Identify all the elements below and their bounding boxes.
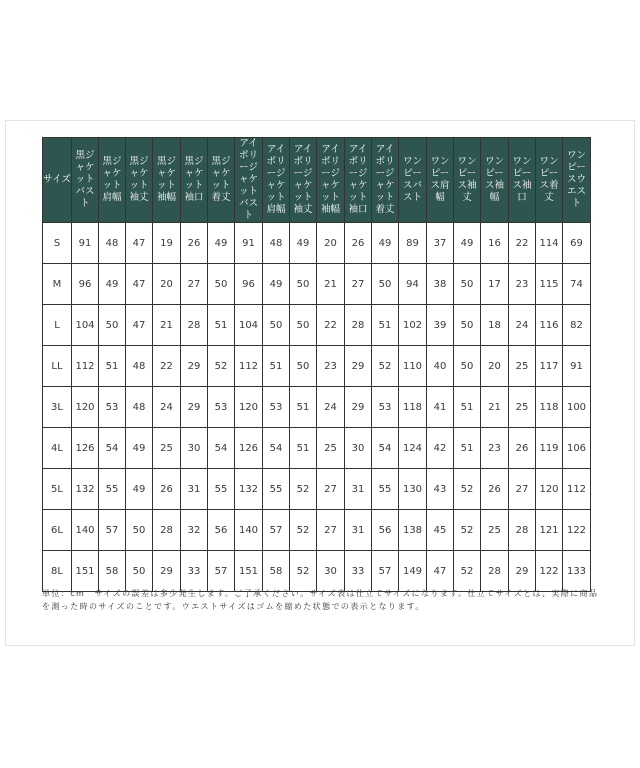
measurement-cell: 31 xyxy=(345,510,372,551)
size-label-cell: 3L xyxy=(43,387,72,428)
measurement-cell: 117 xyxy=(536,346,563,387)
table-header-row xyxy=(43,138,591,223)
measurement-cell: 28 xyxy=(153,510,181,551)
measurement-cell: 49 xyxy=(263,264,290,305)
measurement-cell: 119 xyxy=(536,428,563,469)
measurement-cell: 23 xyxy=(509,264,536,305)
measurement-cell: 53 xyxy=(99,387,126,428)
measurement-cell: 22 xyxy=(317,305,345,346)
measurement-cell: 96 xyxy=(235,264,263,305)
measurement-cell: 50 xyxy=(126,510,153,551)
measurement-cell: 49 xyxy=(126,469,153,510)
column-header: ワンピースバスト xyxy=(399,138,427,223)
measurement-cell: 26 xyxy=(481,469,509,510)
measurement-cell: 30 xyxy=(317,551,345,592)
measurement-cell: 26 xyxy=(509,428,536,469)
measurement-cell: 29 xyxy=(345,346,372,387)
measurement-cell: 55 xyxy=(263,469,290,510)
measurement-cell: 30 xyxy=(345,428,372,469)
measurement-cell: 48 xyxy=(263,223,290,264)
measurement-cell: 54 xyxy=(99,428,126,469)
measurement-cell: 30 xyxy=(181,428,208,469)
measurement-cell: 21 xyxy=(481,387,509,428)
measurement-cell: 32 xyxy=(181,510,208,551)
table-row xyxy=(43,510,591,551)
measurement-cell: 19 xyxy=(153,223,181,264)
measurement-cell: 50 xyxy=(454,264,481,305)
measurement-cell: 27 xyxy=(509,469,536,510)
table-row xyxy=(43,469,591,510)
table-row xyxy=(43,551,591,592)
measurement-cell: 28 xyxy=(509,510,536,551)
table-row xyxy=(43,264,591,305)
measurement-cell: 140 xyxy=(72,510,99,551)
measurement-cell: 28 xyxy=(481,551,509,592)
measurement-cell: 25 xyxy=(509,346,536,387)
measurement-cell: 91 xyxy=(72,223,99,264)
measurement-cell: 57 xyxy=(99,510,126,551)
measurement-cell: 47 xyxy=(427,551,454,592)
measurement-cell: 104 xyxy=(235,305,263,346)
measurement-cell: 47 xyxy=(126,223,153,264)
measurement-cell: 94 xyxy=(399,264,427,305)
column-header: 黒ジャケットバスト xyxy=(72,138,99,223)
measurement-cell: 115 xyxy=(536,264,563,305)
measurement-cell: 82 xyxy=(563,305,591,346)
column-header: ワンピース着丈 xyxy=(536,138,563,223)
measurement-cell: 130 xyxy=(399,469,427,510)
measurement-cell: 49 xyxy=(454,223,481,264)
column-header: 黒ジャケット袖幅 xyxy=(153,138,181,223)
table-row xyxy=(43,428,591,469)
measurement-cell: 120 xyxy=(536,469,563,510)
table-row xyxy=(43,387,591,428)
measurement-cell: 118 xyxy=(399,387,427,428)
measurement-cell: 33 xyxy=(345,551,372,592)
measurement-cell: 51 xyxy=(372,305,399,346)
measurement-cell: 51 xyxy=(290,387,317,428)
measurement-cell: 110 xyxy=(399,346,427,387)
column-header: ワンピースウエスト xyxy=(563,138,591,223)
measurement-cell: 25 xyxy=(153,428,181,469)
measurement-cell: 55 xyxy=(99,469,126,510)
measurement-cell: 121 xyxy=(536,510,563,551)
measurement-cell: 48 xyxy=(99,223,126,264)
size-label-cell: LL xyxy=(43,346,72,387)
measurement-cell: 122 xyxy=(563,510,591,551)
size-label-cell: 8L xyxy=(43,551,72,592)
measurement-cell: 54 xyxy=(263,428,290,469)
column-header: アイボリージャケット袖幅 xyxy=(317,138,345,223)
measurement-cell: 52 xyxy=(290,551,317,592)
measurement-cell: 41 xyxy=(427,387,454,428)
measurement-cell: 69 xyxy=(563,223,591,264)
measurement-cell: 51 xyxy=(454,387,481,428)
measurement-cell: 23 xyxy=(481,428,509,469)
measurement-cell: 22 xyxy=(509,223,536,264)
measurement-cell: 51 xyxy=(263,346,290,387)
measurement-cell: 112 xyxy=(563,469,591,510)
measurement-cell: 140 xyxy=(235,510,263,551)
measurement-cell: 51 xyxy=(208,305,235,346)
column-header: ワンピース袖丈 xyxy=(454,138,481,223)
measurement-cell: 52 xyxy=(454,510,481,551)
size-label-cell: 6L xyxy=(43,510,72,551)
measurement-cell: 52 xyxy=(372,346,399,387)
measurement-cell: 49 xyxy=(208,223,235,264)
measurement-cell: 49 xyxy=(372,223,399,264)
measurement-cell: 91 xyxy=(563,346,591,387)
measurement-cell: 56 xyxy=(372,510,399,551)
table-body xyxy=(43,223,591,592)
measurement-cell: 126 xyxy=(72,428,99,469)
measurement-cell: 52 xyxy=(208,346,235,387)
size-table xyxy=(42,137,591,592)
size-note: 単位：cm サイズの誤差は多少発生します。ご了承ください。サイズ表は仕立てサイズになります。仕立てサイズとは、実際に商品を測った時のサイズのことです。ウエストサイズはゴムを縮めた状態での表示となります。 xyxy=(42,589,599,611)
measurement-cell: 132 xyxy=(235,469,263,510)
size-label-cell: 5L xyxy=(43,469,72,510)
measurement-cell: 50 xyxy=(126,551,153,592)
measurement-cell: 96 xyxy=(72,264,99,305)
measurement-cell: 20 xyxy=(481,346,509,387)
measurement-cell: 21 xyxy=(317,264,345,305)
measurement-cell: 50 xyxy=(290,305,317,346)
measurement-cell: 29 xyxy=(181,346,208,387)
column-header: 黒ジャケット袖丈 xyxy=(126,138,153,223)
measurement-cell: 22 xyxy=(153,346,181,387)
measurement-cell: 50 xyxy=(454,346,481,387)
measurement-cell: 55 xyxy=(208,469,235,510)
measurement-cell: 50 xyxy=(290,264,317,305)
measurement-cell: 50 xyxy=(99,305,126,346)
measurement-cell: 24 xyxy=(153,387,181,428)
measurement-cell: 118 xyxy=(536,387,563,428)
measurement-cell: 49 xyxy=(290,223,317,264)
column-header: 黒ジャケット着丈 xyxy=(208,138,235,223)
measurement-cell: 18 xyxy=(481,305,509,346)
measurement-cell: 51 xyxy=(290,428,317,469)
measurement-cell: 20 xyxy=(153,264,181,305)
measurement-cell: 120 xyxy=(235,387,263,428)
measurement-cell: 112 xyxy=(72,346,99,387)
measurement-cell: 43 xyxy=(427,469,454,510)
column-header: サイズ xyxy=(43,138,72,223)
column-header: ワンピース袖幅 xyxy=(481,138,509,223)
measurement-cell: 58 xyxy=(263,551,290,592)
measurement-cell: 50 xyxy=(263,305,290,346)
column-header: アイボリージャケット着丈 xyxy=(372,138,399,223)
measurement-cell: 151 xyxy=(72,551,99,592)
measurement-cell: 29 xyxy=(153,551,181,592)
measurement-cell: 39 xyxy=(427,305,454,346)
column-header: 黒ジャケット肩幅 xyxy=(99,138,126,223)
size-label-cell: 4L xyxy=(43,428,72,469)
measurement-cell: 47 xyxy=(126,264,153,305)
measurement-cell: 33 xyxy=(181,551,208,592)
table-row xyxy=(43,346,591,387)
measurement-cell: 57 xyxy=(208,551,235,592)
measurement-cell: 104 xyxy=(72,305,99,346)
measurement-cell: 58 xyxy=(99,551,126,592)
measurement-cell: 40 xyxy=(427,346,454,387)
measurement-cell: 28 xyxy=(181,305,208,346)
measurement-cell: 27 xyxy=(345,264,372,305)
column-header: アイボリージャケット袖口 xyxy=(345,138,372,223)
measurement-cell: 49 xyxy=(99,264,126,305)
measurement-cell: 37 xyxy=(427,223,454,264)
column-header: アイボリージャケット袖丈 xyxy=(290,138,317,223)
measurement-cell: 21 xyxy=(153,305,181,346)
measurement-cell: 52 xyxy=(290,510,317,551)
measurement-cell: 102 xyxy=(399,305,427,346)
column-header: ワンピース袖口 xyxy=(509,138,536,223)
measurement-cell: 52 xyxy=(290,469,317,510)
measurement-cell: 133 xyxy=(563,551,591,592)
measurement-cell: 17 xyxy=(481,264,509,305)
measurement-cell: 74 xyxy=(563,264,591,305)
measurement-cell: 27 xyxy=(181,264,208,305)
measurement-cell: 138 xyxy=(399,510,427,551)
measurement-cell: 25 xyxy=(509,387,536,428)
measurement-cell: 54 xyxy=(372,428,399,469)
size-label-cell: L xyxy=(43,305,72,346)
measurement-cell: 51 xyxy=(454,428,481,469)
measurement-cell: 52 xyxy=(454,469,481,510)
measurement-cell: 27 xyxy=(317,510,345,551)
measurement-cell: 26 xyxy=(181,223,208,264)
measurement-cell: 20 xyxy=(317,223,345,264)
measurement-cell: 116 xyxy=(536,305,563,346)
measurement-cell: 132 xyxy=(72,469,99,510)
measurement-cell: 122 xyxy=(536,551,563,592)
measurement-cell: 16 xyxy=(481,223,509,264)
measurement-cell: 24 xyxy=(317,387,345,428)
measurement-cell: 57 xyxy=(263,510,290,551)
measurement-cell: 29 xyxy=(509,551,536,592)
size-label-cell: S xyxy=(43,223,72,264)
measurement-cell: 100 xyxy=(563,387,591,428)
measurement-cell: 124 xyxy=(399,428,427,469)
measurement-cell: 49 xyxy=(126,428,153,469)
measurement-cell: 51 xyxy=(99,346,126,387)
measurement-cell: 53 xyxy=(208,387,235,428)
measurement-cell: 89 xyxy=(399,223,427,264)
column-header: アイボリージャケット肩幅 xyxy=(263,138,290,223)
measurement-cell: 27 xyxy=(317,469,345,510)
measurement-cell: 42 xyxy=(427,428,454,469)
table-row xyxy=(43,305,591,346)
measurement-cell: 50 xyxy=(290,346,317,387)
measurement-cell: 29 xyxy=(181,387,208,428)
measurement-cell: 47 xyxy=(126,305,153,346)
table-row xyxy=(43,223,591,264)
measurement-cell: 48 xyxy=(126,387,153,428)
column-header: ワンピース肩幅 xyxy=(427,138,454,223)
measurement-cell: 112 xyxy=(235,346,263,387)
measurement-cell: 114 xyxy=(536,223,563,264)
measurement-cell: 53 xyxy=(372,387,399,428)
measurement-cell: 25 xyxy=(481,510,509,551)
measurement-cell: 52 xyxy=(454,551,481,592)
column-header: 黒ジャケット袖口 xyxy=(181,138,208,223)
measurement-cell: 23 xyxy=(317,346,345,387)
measurement-cell: 50 xyxy=(208,264,235,305)
measurement-cell: 53 xyxy=(263,387,290,428)
measurement-cell: 48 xyxy=(126,346,153,387)
measurement-cell: 31 xyxy=(345,469,372,510)
size-label-cell: M xyxy=(43,264,72,305)
measurement-cell: 149 xyxy=(399,551,427,592)
measurement-cell: 24 xyxy=(509,305,536,346)
measurement-cell: 25 xyxy=(317,428,345,469)
measurement-cell: 126 xyxy=(235,428,263,469)
measurement-cell: 45 xyxy=(427,510,454,551)
measurement-cell: 29 xyxy=(345,387,372,428)
measurement-cell: 120 xyxy=(72,387,99,428)
measurement-cell: 91 xyxy=(235,223,263,264)
measurement-cell: 38 xyxy=(427,264,454,305)
measurement-cell: 54 xyxy=(208,428,235,469)
measurement-cell: 26 xyxy=(153,469,181,510)
measurement-cell: 26 xyxy=(345,223,372,264)
measurement-cell: 55 xyxy=(372,469,399,510)
measurement-cell: 31 xyxy=(181,469,208,510)
measurement-cell: 57 xyxy=(372,551,399,592)
measurement-cell: 106 xyxy=(563,428,591,469)
measurement-cell: 56 xyxy=(208,510,235,551)
measurement-cell: 28 xyxy=(345,305,372,346)
measurement-cell: 151 xyxy=(235,551,263,592)
column-header: アイボリージャケットバスト xyxy=(235,138,263,223)
measurement-cell: 50 xyxy=(454,305,481,346)
measurement-cell: 50 xyxy=(372,264,399,305)
